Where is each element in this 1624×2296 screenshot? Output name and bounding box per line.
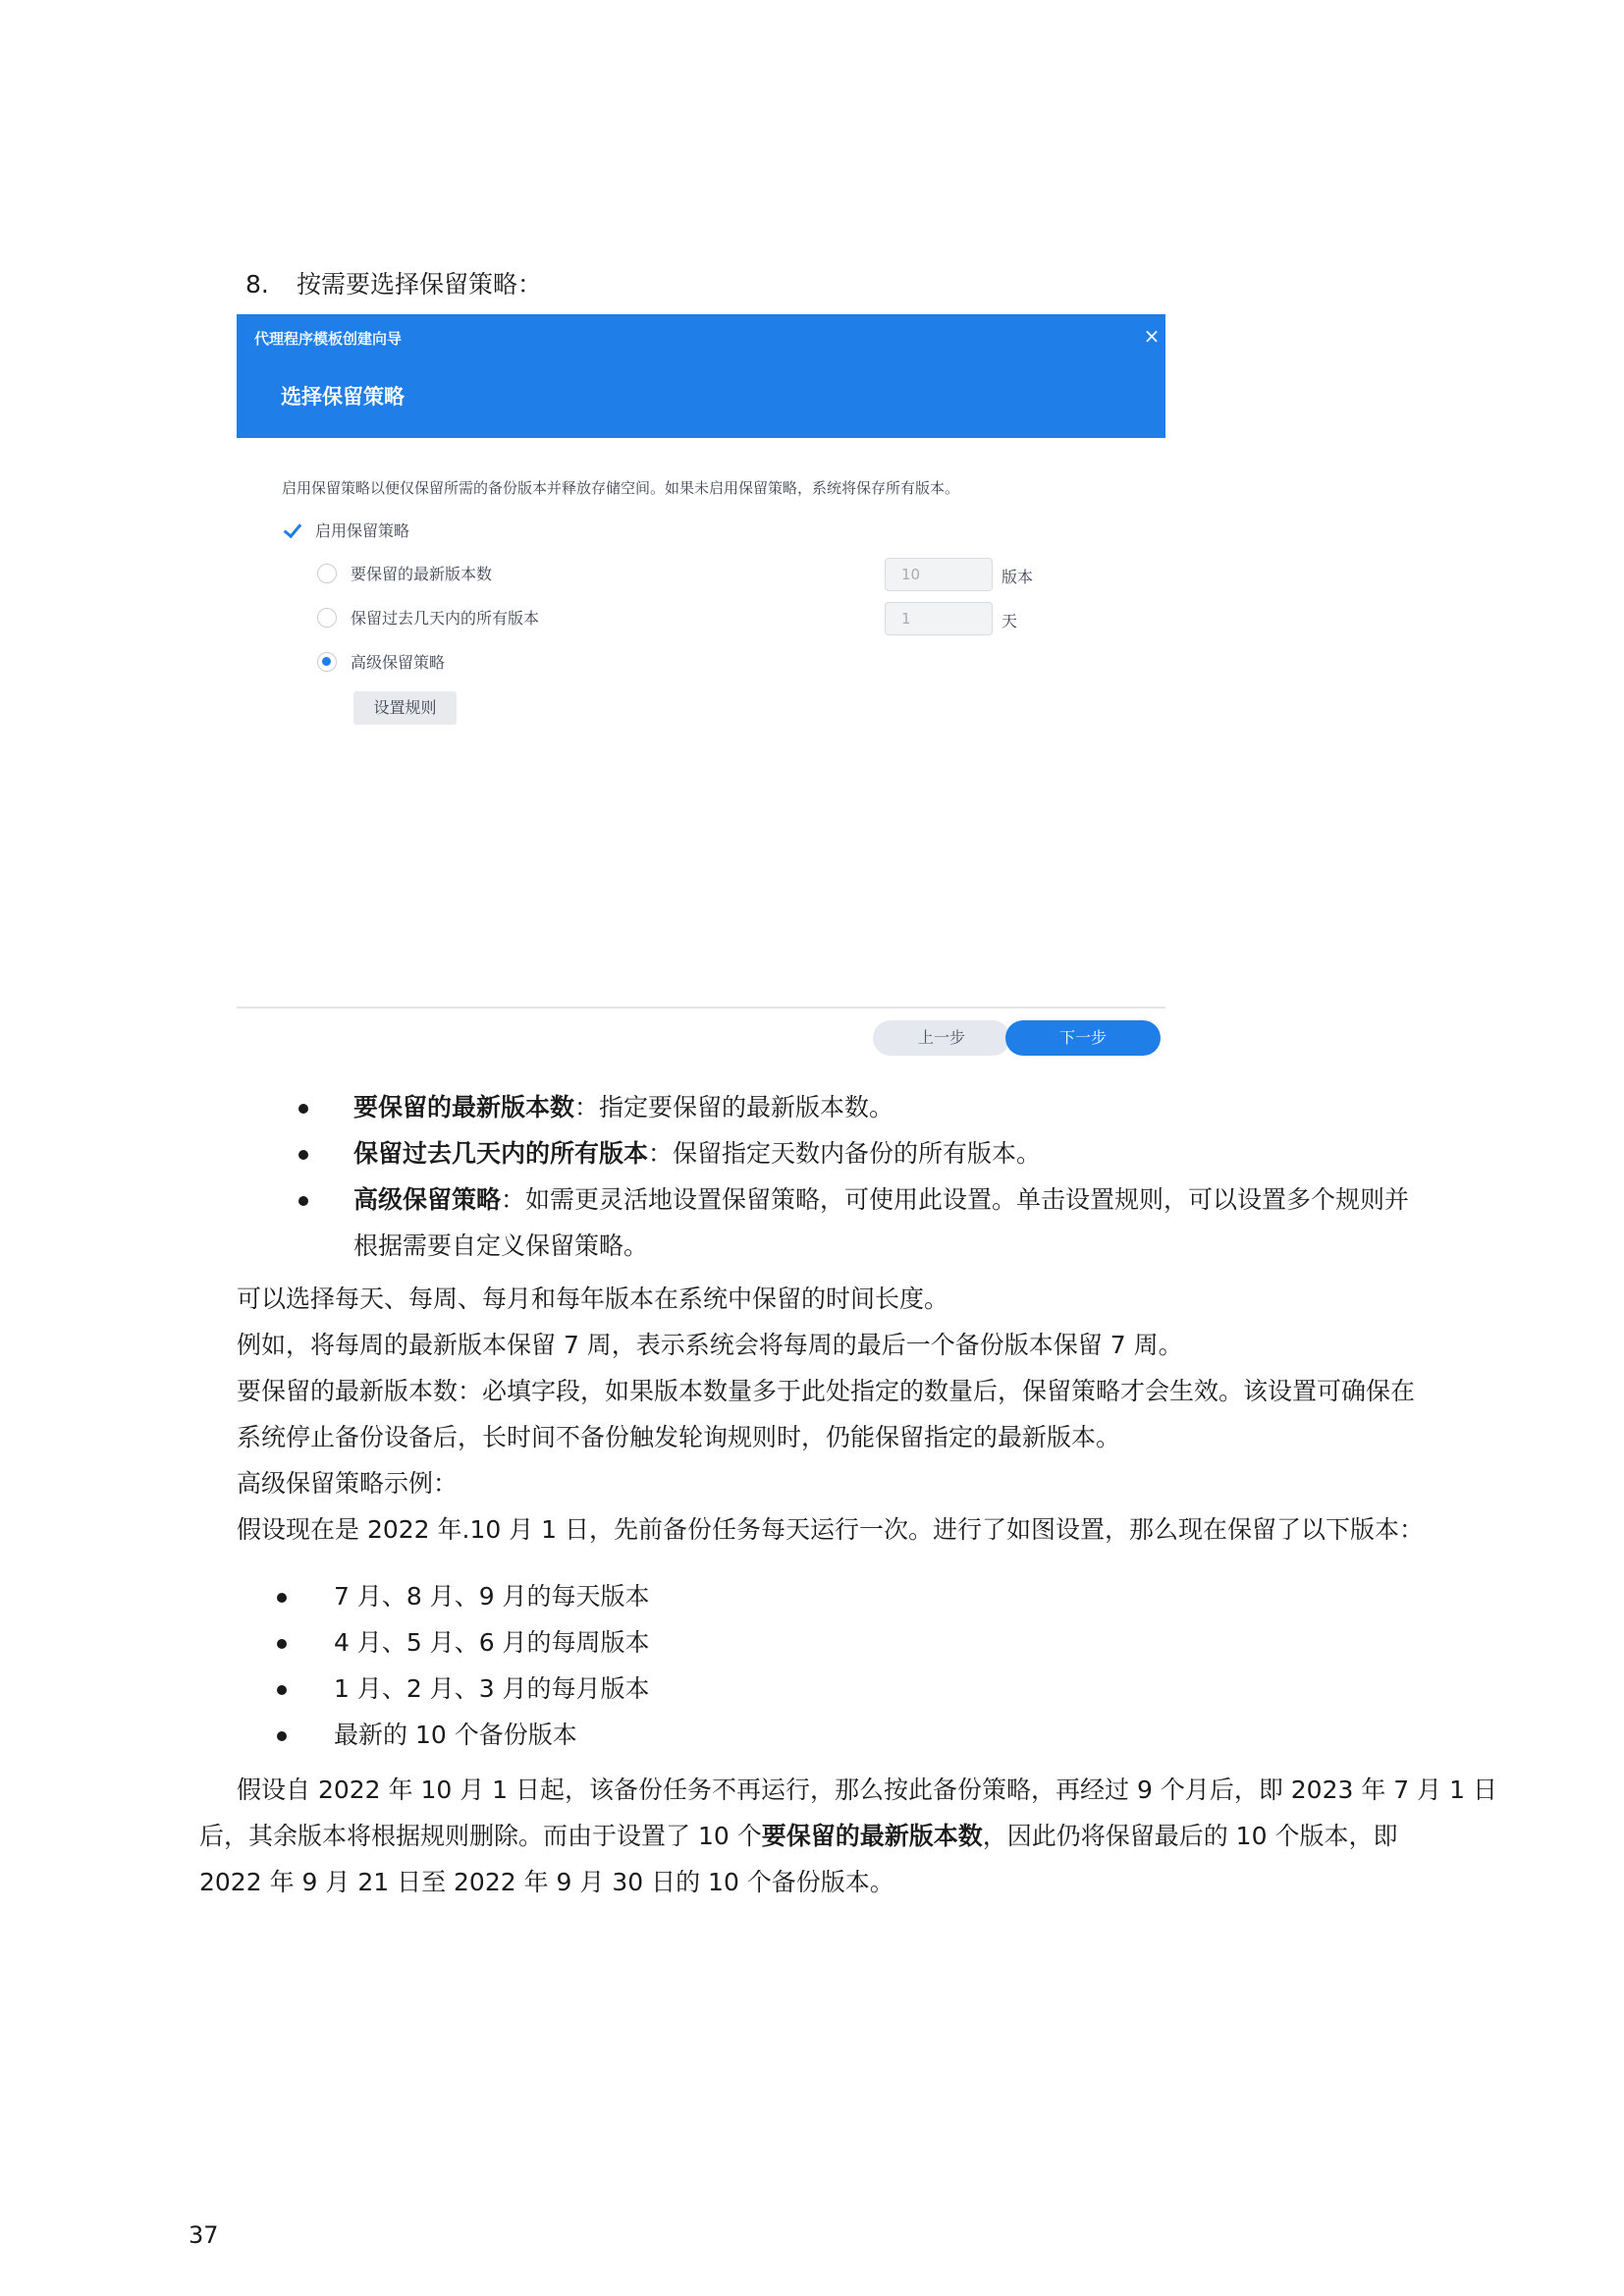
versions-unit: 版本: [1001, 568, 1034, 586]
latest-versions-input[interactable]: 10: [885, 558, 993, 591]
bullet-term: 要保留的最新版本数: [353, 1093, 575, 1121]
radio-icon: [317, 564, 337, 583]
bullet-icon: [277, 1593, 287, 1603]
retention-policy-dialog: [237, 314, 1165, 1061]
bullet-text: ：如需更灵活地设置保留策略，可使用此设置。单击设置规则，可以设置多个规则并: [501, 1185, 1410, 1214]
bullet-term: 高级保留策略: [353, 1185, 502, 1214]
radio-advanced-policy[interactable]: [317, 650, 445, 673]
set-rules-button[interactable]: 设置规则: [353, 691, 457, 725]
example-item: 7 月、8 月、9 月的每天版本: [334, 1582, 650, 1611]
bullet-icon: [277, 1639, 287, 1649]
paragraph: 可以选择每天、每周、每月和每年版本在系统中保留的时间长度。: [237, 1285, 949, 1313]
paragraph: 系统停止备份设备后，长时间不备份触发轮询规则时，仍能保留指定的最新版本。: [237, 1423, 1121, 1451]
bullet-text: ：指定要保留的最新版本数。: [574, 1093, 894, 1121]
bullet-item: [353, 1088, 893, 1127]
final-paragraph-line: 假设自 2022 年 10 月 1 日起，该备份任务不再运行，那么按此备份策略，再经过 9 个月后，即 2023 年 7 月 1 日: [237, 1776, 1497, 1804]
final-bold-term: 要保留的最新版本数: [761, 1822, 983, 1850]
radio-icon: [317, 608, 337, 628]
bullet-text: ：保留指定天数内备份的所有版本。: [648, 1139, 1042, 1168]
paragraph: 高级保留策略示例：: [237, 1469, 459, 1498]
bullet-icon: [277, 1731, 287, 1741]
past-days-input[interactable]: 1: [885, 602, 993, 635]
bullet-icon: [298, 1104, 308, 1114]
example-item: 最新的 10 个备份版本: [334, 1721, 577, 1749]
page-number: 37: [189, 2221, 219, 2249]
final-text: 后，其余版本将根据规则删除。而由于设置了 10 个: [199, 1822, 762, 1850]
radio-latest-versions[interactable]: [317, 562, 492, 584]
example-item: 4 月、5 月、6 月的每周版本: [334, 1628, 650, 1657]
enable-retention-label: 启用保留策略: [315, 521, 410, 540]
example-item: 1 月、2 月、3 月的每月版本: [334, 1674, 650, 1703]
dialog-header: [237, 314, 1165, 438]
enable-retention-checkbox[interactable]: [282, 519, 409, 541]
final-text: ，因此仍将保留最后的 10 个版本，即: [982, 1822, 1398, 1850]
final-paragraph-line: 2022 年 9 月 21 日至 2022 年 9 月 30 日的 10 个备份版本。: [199, 1868, 894, 1896]
radio-latest-versions-label: 要保留的最新版本数: [351, 565, 493, 583]
radio-selected-icon: [317, 652, 337, 672]
final-paragraph-line: [199, 1817, 1397, 1856]
paragraph: 假设现在是 2022 年.10 月 1 日，先前备份任务每天运行一次。进行了如图设置，那么现在保留了以下版本：: [237, 1515, 1425, 1544]
bullet-continuation: 根据需要自定义保留策略。: [353, 1231, 649, 1260]
bullet-term: 保留过去几天内的所有版本: [353, 1139, 649, 1168]
dialog-description: 启用保留策略以便仅保留所需的备份版本并释放存储空间。如果未启用保留策略，系统将保存所有版本。: [282, 479, 960, 497]
paragraph: 要保留的最新版本数：必填字段，如果版本数量多于此处指定的数量后，保留策略才会生效。该设置可确保在: [237, 1377, 1416, 1405]
step-text: 按需要选择保留策略：: [297, 270, 543, 299]
step-heading: [245, 265, 542, 304]
wizard-title: 代理程序模板创建向导: [254, 330, 403, 348]
radio-past-days-label: 保留过去几天内的所有版本: [351, 609, 540, 628]
next-button[interactable]: 下一步: [1005, 1020, 1161, 1056]
previous-button[interactable]: 上一步: [873, 1020, 1010, 1056]
checkmark-icon: [282, 519, 303, 541]
radio-past-days[interactable]: [317, 606, 539, 629]
bullet-icon: [277, 1685, 287, 1695]
bullet-icon: [298, 1196, 308, 1206]
days-unit: 天: [1001, 612, 1018, 630]
bullet-item: [353, 1134, 1041, 1174]
bullet-item: [353, 1180, 1409, 1220]
footer-divider: [237, 1007, 1165, 1009]
bullet-icon: [298, 1150, 308, 1160]
close-icon[interactable]: ×: [1143, 324, 1161, 348]
step-number: 8.: [245, 270, 269, 299]
paragraph: 例如，将每周的最新版本保留 7 周，表示系统会将每周的最后一个备份版本保留 7 周。: [237, 1331, 1183, 1359]
radio-advanced-policy-label: 高级保留策略: [351, 653, 446, 672]
dialog-title: 选择保留策略: [281, 385, 405, 409]
